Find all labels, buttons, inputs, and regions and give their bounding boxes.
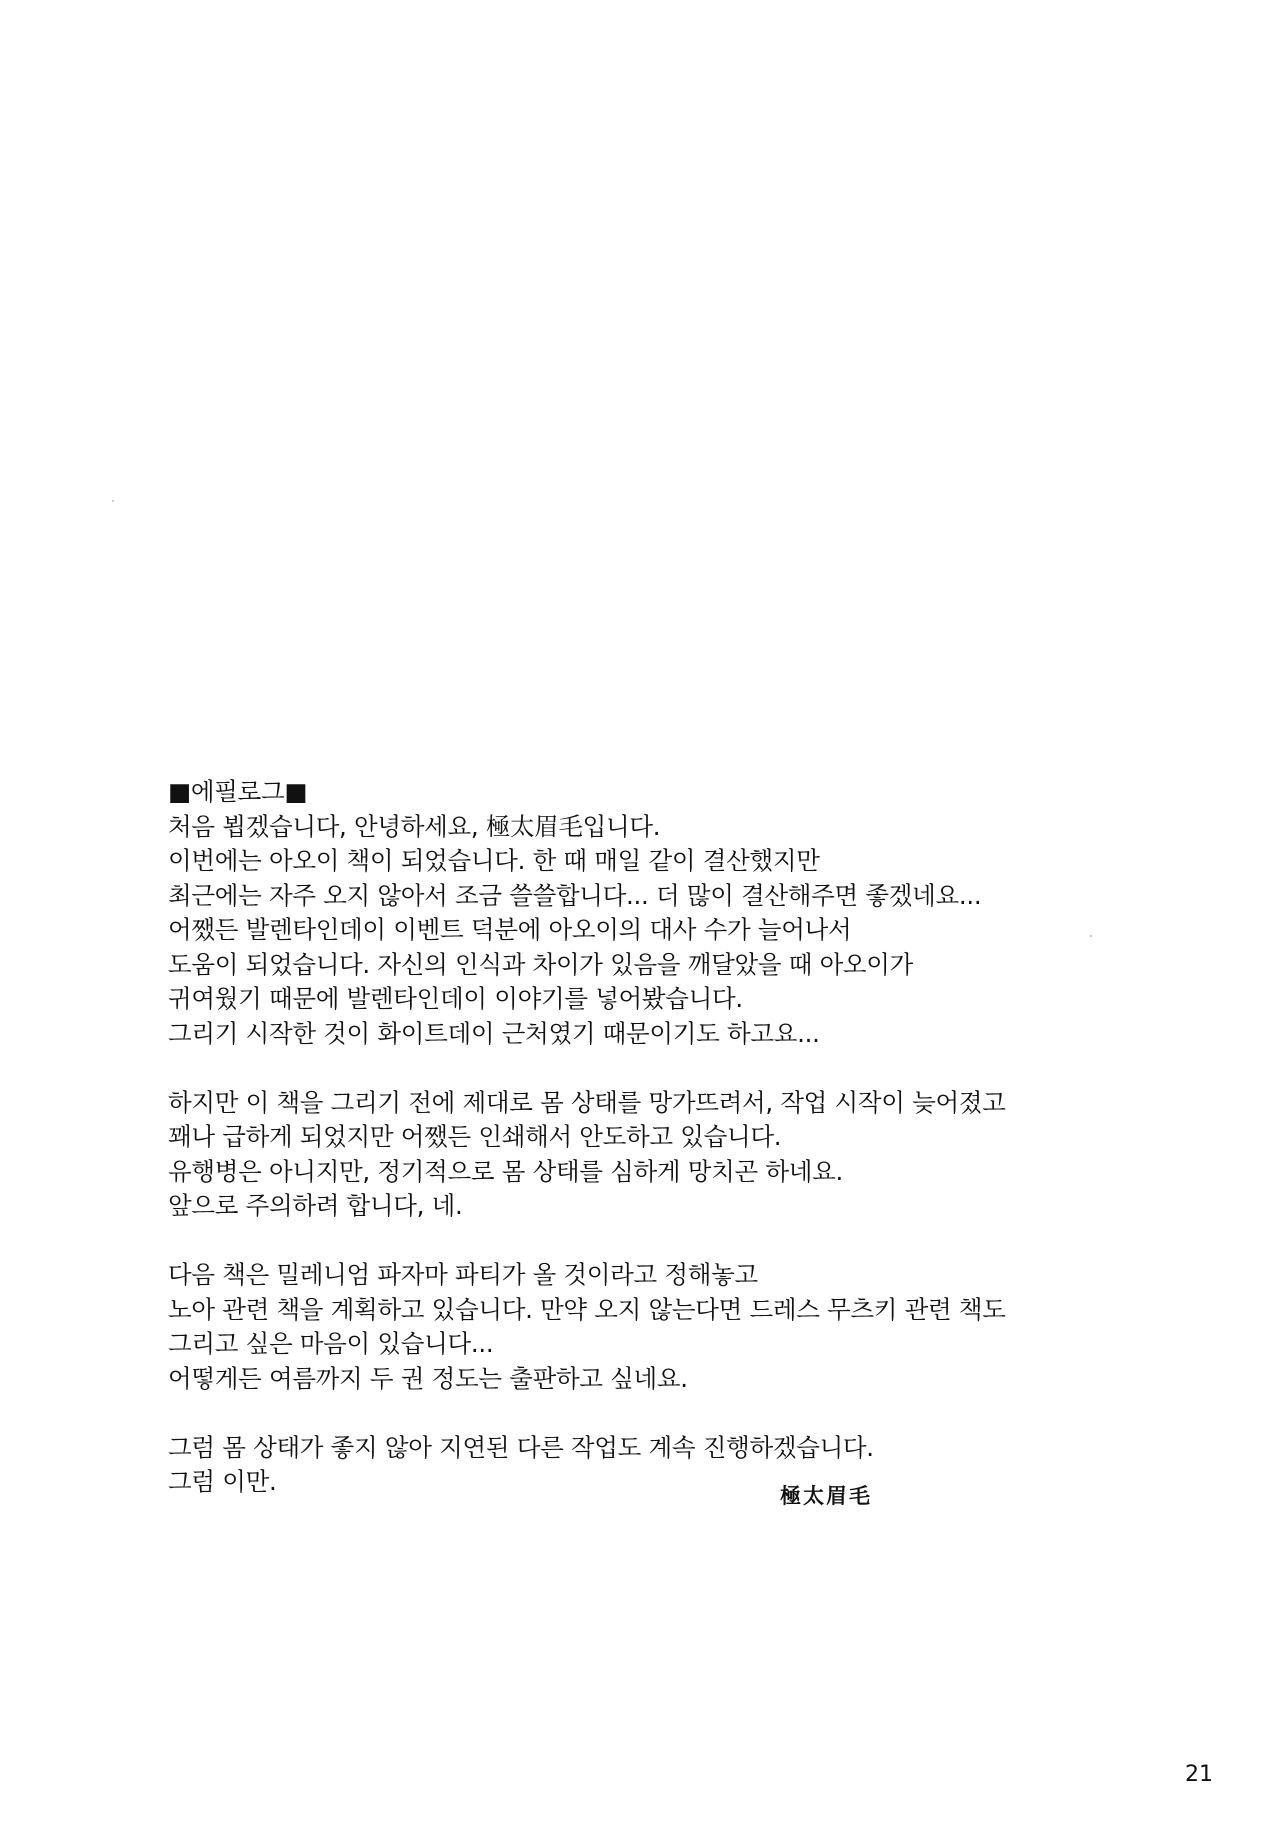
paragraph-2-line-4: 앞으로 주의하려 합니다, 네. (168, 1191, 463, 1220)
paragraph-spacer (168, 1051, 1128, 1086)
paragraph-1-line-2: 이번에는 아오이 책이 되었습니다. 한 때 매일 같이 결산했지만 (168, 846, 820, 875)
paragraph-1-line-7: 그리기 시작한 것이 화이트데이 근처였기 때문이기도 하고요... (168, 1018, 820, 1048)
paragraph-spacer (168, 1396, 1128, 1431)
paragraph-1-line-5: 도움이 되었습니다. 자신의 인식과 차이가 있음을 깨달았을 때 아오이가 (168, 949, 914, 979)
paragraph-4-line-1: 그럼 몸 상태가 좋지 않아 지연된 다른 작업도 계속 진행하겠습니다. (168, 1432, 874, 1462)
scan-speck (112, 500, 114, 502)
paragraph-spacer (168, 1224, 1128, 1259)
paragraph-3-line-1: 다음 책은 밀레니엄 파자마 파티가 올 것이라고 정해놓고 (168, 1260, 758, 1289)
paragraph-2-line-1: 하지만 이 책을 그리기 전에 제대로 몸 상태를 망가뜨려서, 작업 시작이 늦어졌고 (168, 1087, 1006, 1117)
scan-speck (1090, 935, 1092, 937)
paragraph-1-line-6: 귀여웠기 때문에 발렌타인데이 이야기를 넣어봤습니다. (168, 984, 743, 1013)
author-signature: 極太眉毛 (780, 1483, 872, 1508)
paragraph-3-line-4: 어떻게든 여름까지 두 권 정도는 출판하고 싶네요. (168, 1363, 688, 1393)
paragraph-1-line-1: 처음 뵙겠습니다, 안녕하세요, 極太眉毛입니다. (168, 811, 661, 841)
epilogue-text-block (168, 775, 1128, 1500)
paragraph-2-line-2: 꽤나 급하게 되었지만 어쨌든 인쇄해서 안도하고 있습니다. (168, 1122, 782, 1151)
paragraph-1-line-4: 어쨌든 발렌타인데이 이벤트 덕분에 아오이의 대사 수가 늘어나서 (168, 915, 852, 944)
paragraph-2-line-3: 유행병은 아니지만, 정기적으로 몸 상태를 심하게 망치곤 하네요. (168, 1156, 843, 1186)
paragraph-3-line-2: 노아 관련 책을 계획하고 있습니다. 만약 오지 않는다면 드레스 무츠키 관련 책도 (168, 1294, 1006, 1324)
page-number: 21 (1185, 1762, 1213, 1787)
paragraph-1-line-3: 최근에는 자주 오지 않아서 조금 쓸쓸합니다... 더 많이 결산해주면 좋겠네요... (168, 880, 982, 910)
epilogue-heading: ■에필로그■ (168, 777, 308, 806)
paragraph-4-line-2: 그럼 이만. (168, 1467, 277, 1496)
paragraph-3-line-3: 그리고 싶은 마음이 있습니다... (168, 1329, 494, 1358)
